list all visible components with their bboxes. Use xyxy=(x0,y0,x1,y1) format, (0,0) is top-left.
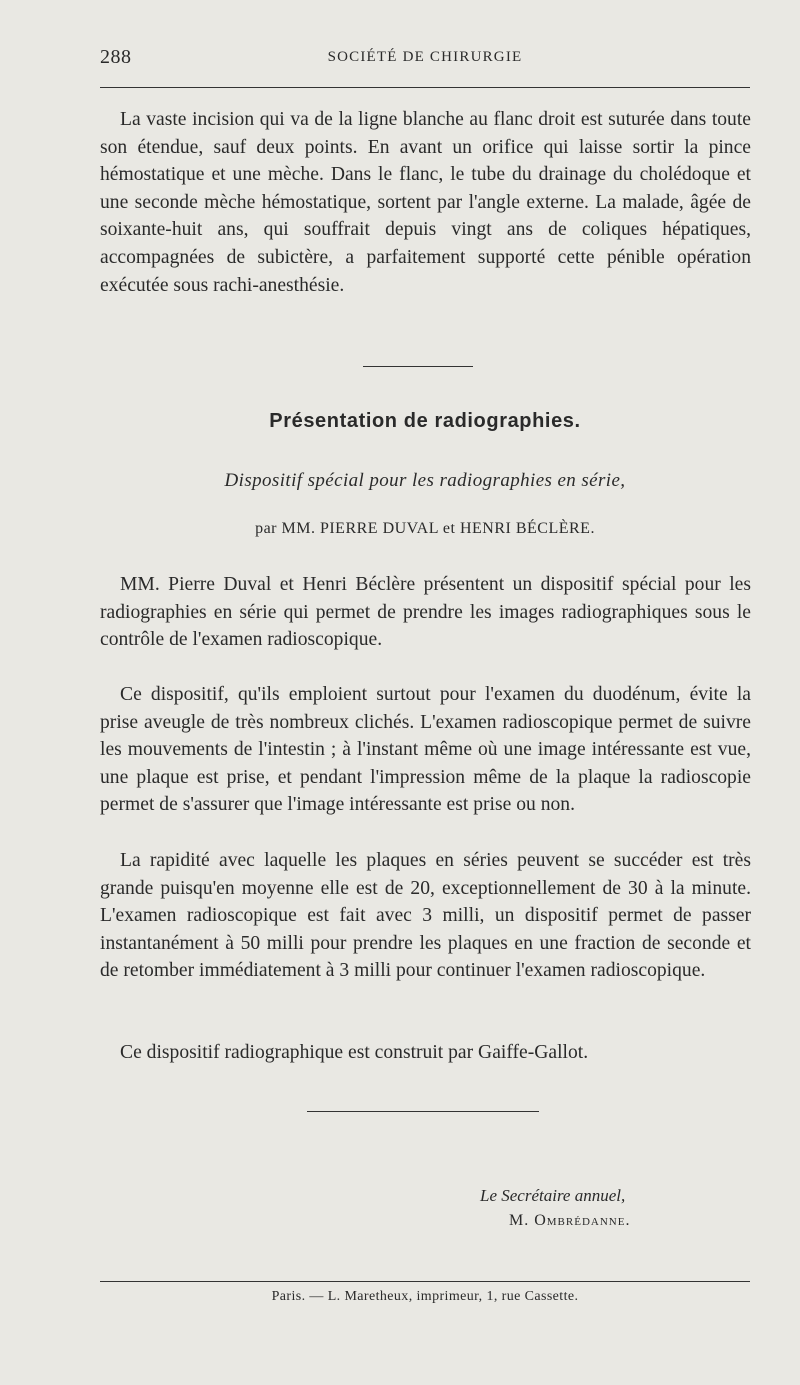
paragraph-rapidite: La rapidité avec laquelle les plaques en séries peuvent se succéder est très grande puisqu'en moyenne elle est de 20, exceptionnellement de 30 à la minute. L'examen radioscopique est fait avec 3 milli, un dispositif permet de passer instantanément à 50 milli pour prendre les plaques en une fraction de seconde et de retomber immédiatement à 3 milli pour continuer l'examen radioscopique. xyxy=(100,850,751,982)
header-rule xyxy=(100,87,750,88)
running-title: SOCIÉTÉ DE CHIRURGIE xyxy=(327,49,523,65)
subtitle: Dispositif spécial pour les radiographies en série, xyxy=(224,470,626,491)
byline: par MM. PIERRE DUVAL et HENRI BÉCLÈRE. xyxy=(255,520,595,537)
paragraph-incision: La vaste incision qui va de la ligne blanche au flanc droit est suturée dans toute son étendue, sauf deux points. En avant un orifice qui laisse sortir la pince hémostatique et une mèche. Dans le flanc, le tube du drainage du cholédoque et une seconde mèche hémostatique, sortent par l'angle externe. La malade, âgée de soixante-huit ans, qui souffrait depuis vingt ans de coliques hépatiques, accompagnées de subictère, a parfaitement supporté cette pénible opération exécutée sous rachi-anesthésie. xyxy=(100,109,751,296)
section-title: Présentation de radiographies. xyxy=(269,410,581,432)
paragraph-presentation: MM. Pierre Duval et Henri Béclère présentent un dispositif spécial pour les radiographies en série qui permet de prendre les images radiographiques sous le contrôle de l'examen radioscopique. xyxy=(100,574,751,651)
signature-role: Le Secrétaire annuel, xyxy=(480,1186,626,1205)
section-divider xyxy=(363,366,473,367)
printer-imprint: Paris. — L. Maretheux, imprimeur, 1, rue Cassette. xyxy=(271,1289,579,1304)
footer-rule xyxy=(100,1281,750,1282)
running-head xyxy=(100,46,750,74)
paragraph-construction: Ce dispositif radiographique est construit par Gaiffe-Gallot. xyxy=(120,1042,589,1063)
page-number: 288 xyxy=(100,46,132,68)
signature-name: M. Ombrédanne. xyxy=(509,1212,631,1229)
closing-divider xyxy=(307,1111,539,1112)
paragraph-dispositif: Ce dispositif, qu'ils emploient surtout pour l'examen du duodénum, évite la prise aveugle de très nombreux clichés. L'examen radioscopique permet de suivre les mouvements de l'intestin ; à l'instant même où une image intéressante est vue, une plaque est prise, et pendant l'impression même de la plaque la radioscopie permet de s'assurer que l'image intéressante est prise ou non. xyxy=(100,684,751,816)
